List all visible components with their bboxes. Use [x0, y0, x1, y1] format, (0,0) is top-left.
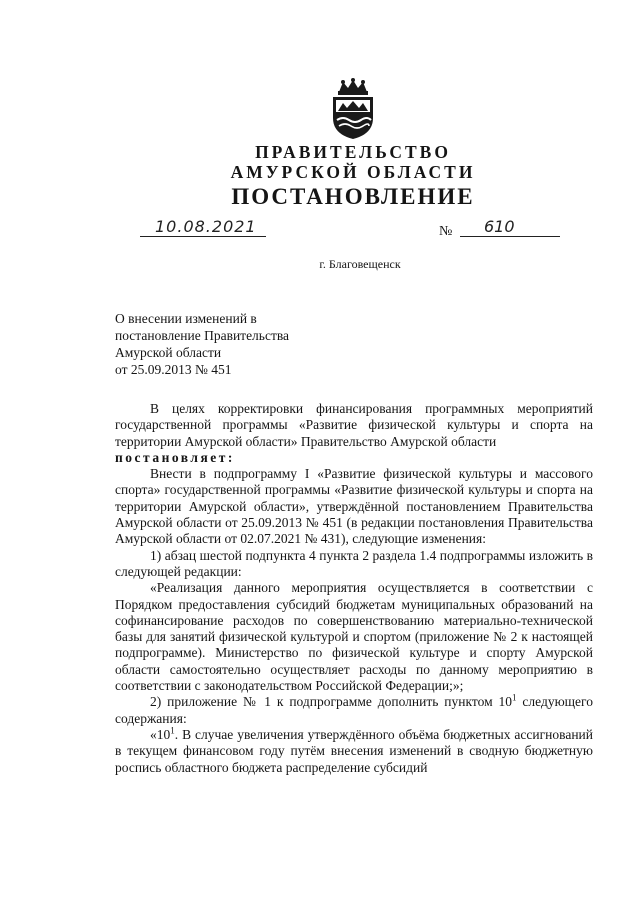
- subject-line: Амурской области: [115, 345, 222, 360]
- superscript: 1: [512, 692, 517, 703]
- item-1-paragraph: Внести в подпрограмму I «Развитие физической культуры и массового спорта» государственной программы «Развитие физической культуры и спорта на территории Амурской области», утверждённой постановлением Правительства Амурской области от 25.09.2013 № 451 (в редакции постановления Правительства Амурской области от 02.07.2021 № 431), следующие изменения:: [115, 466, 593, 547]
- intro-paragraph: В целях корректировки финансирования программных мероприятий государственной программы «Развитие физической культуры и спорта на территории Амурской области» Правительство Амурской области: [115, 401, 593, 449]
- quote-1-paragraph: «Реализация данного мероприятия осуществляется в соответствии с Порядком предоставления субсидий бюджетам муниципальных образований на софинансирование расходов по совершенствованию материально-технической базы для занятий физической культурой и спортом (приложение № 2 к настоящей подпрограмме). Министерство по физической культуре и спорту Амурской области самостоятельно осуществляет расходы по данному мероприятию в соответствии с законодательством Российской Федерации;»;: [115, 580, 593, 694]
- document-number: 610: [484, 217, 515, 236]
- number-label: №: [439, 224, 453, 239]
- subject-line: О внесении изменений в: [115, 311, 257, 326]
- subitem-2-text-end: следующего содержания:: [115, 694, 593, 726]
- document-date: 10.08.2021: [155, 217, 257, 236]
- subitem-1-paragraph: 1) абзац шестой подпункта 4 пункта 2 раздела 1.4 подпрограммы изложить в следующей редакции:: [115, 547, 593, 579]
- quote-2-paragraph: [115, 727, 593, 776]
- org-name-line1: ПРАВИТЕЛЬСТВО: [255, 142, 451, 162]
- subitem-2-paragraph: [115, 694, 593, 727]
- subject-line: постановление Правительства: [115, 328, 290, 343]
- subject-line: от 25.09.2013 № 451: [115, 362, 232, 377]
- document-body: [115, 401, 593, 776]
- city: г. Благовещенск: [319, 257, 401, 271]
- coat-of-arms-icon: [327, 78, 379, 140]
- date-underline: [140, 236, 266, 237]
- document-subject: [115, 310, 289, 378]
- superscript: 1: [170, 725, 175, 736]
- number-underline: [460, 236, 560, 237]
- quote-2-text: . В случае увеличения утверждённого объёма бюджетных ассигнований в текущем финансовом году путём внесения изменений в сводную бюджетную роспись областного бюджета распределение субсидий: [115, 726, 593, 775]
- quote-2-start: «10: [150, 726, 171, 742]
- subitem-2-text: 2) приложение № 1 к подпрограмме дополнить пунктом 10: [150, 694, 513, 710]
- document-type: ПОСТАНОВЛЕНИЕ: [231, 184, 475, 209]
- org-name-line2: АМУРСКОЙ ОБЛАСТИ: [230, 162, 476, 182]
- decree-word: постановляет:: [115, 449, 235, 465]
